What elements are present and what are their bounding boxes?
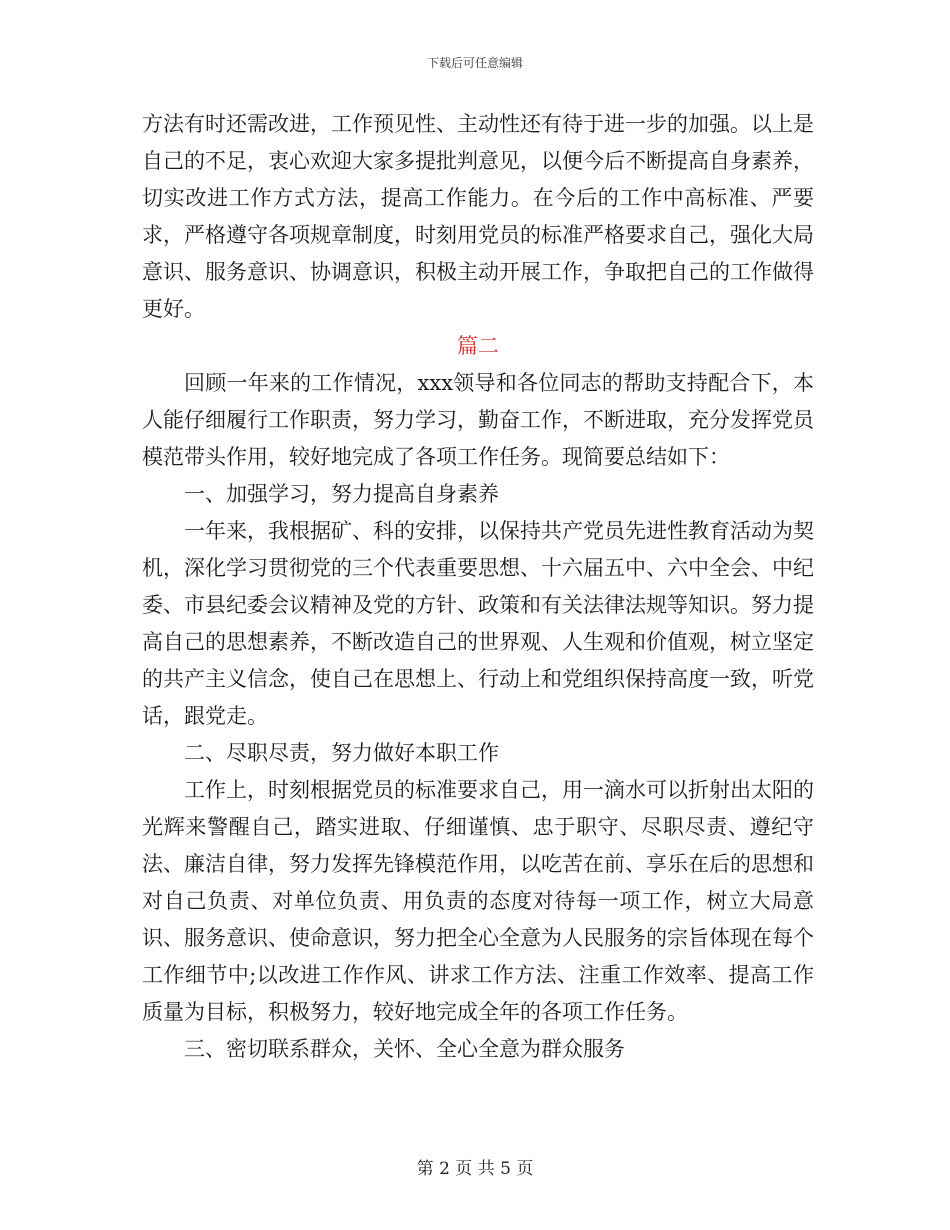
document-body: [142, 106, 814, 1068]
heading-masses: 三、密切联系群众，关怀、全心全意为群众服务: [184, 1037, 625, 1061]
heading-duty: 二、尽职尽责，努力做好本职工作: [184, 741, 499, 765]
section-title: 篇二: [457, 334, 499, 358]
page-number: 第 2 页 共 5 页: [416, 1159, 534, 1179]
paragraph-duty: 工作上，时刻根据党员的标准要求自己，用一滴水可以折射出太阳的光辉来警醒自己，踏实进取、仔细谨慎、忠于职守、尽职尽责、遵纪守法、廉洁自律，努力发挥先锋模范作用，以吃苦在前、享乐在后的思想和对自己负责、对单位负责、用负责的态度对待每一项工作，树立大局意识、服务意识、使命意识，努力把全心全意为人民服务的宗旨体现在每个工作细节中;以改进工作作风、讲求工作方法、注重工作效率、提高工作质量为目标，积极努力，较好地完成全年的各项工作任务。: [142, 778, 814, 1024]
page-header: 下载后可任意编辑: [426, 56, 523, 70]
paragraph-study: 一年来，我根据矿、科的安排，以保持共产党员先进性教育活动为契机，深化学习贯彻党的三个代表重要思想、十六届五中、六中全会、中纪委、市县纪委会议精神及党的方针、政策和有关法律法规等知识。努力提高自己的思想素养，不断改造自己的世界观、人生观和价值观，树立坚定的共产主义信念，使自己在思想上、行动上和党组织保持高度一致，听党话，跟党走。: [142, 519, 814, 728]
paragraph-intro: 回顾一年来的工作情况，xxx领导和各位同志的帮助支持配合下，本人能仔细履行工作职责，努力学习，勤奋工作，不断进取，充分发挥党员模范带头作用，较好地完成了各项工作任务。现简要总结如下：: [142, 371, 814, 469]
paragraph-continuation: 方法有时还需改进，工作预见性、主动性还有待于进一步的加强。以上是自己的不足，衷心欢迎大家多提批判意见，以便今后不断提高自身素养，切实改进工作方式方法，提高工作能力。在今后的工作中高标准、严要求，严格遵守各项规章制度，时刻用党员的标准严格要求自己，强化大局意识、服务意识、协调意识，积极主动开展工作，争取把自己的工作做得更好。: [142, 112, 814, 321]
heading-study: 一、加强学习，努力提高自身素养: [184, 482, 499, 506]
